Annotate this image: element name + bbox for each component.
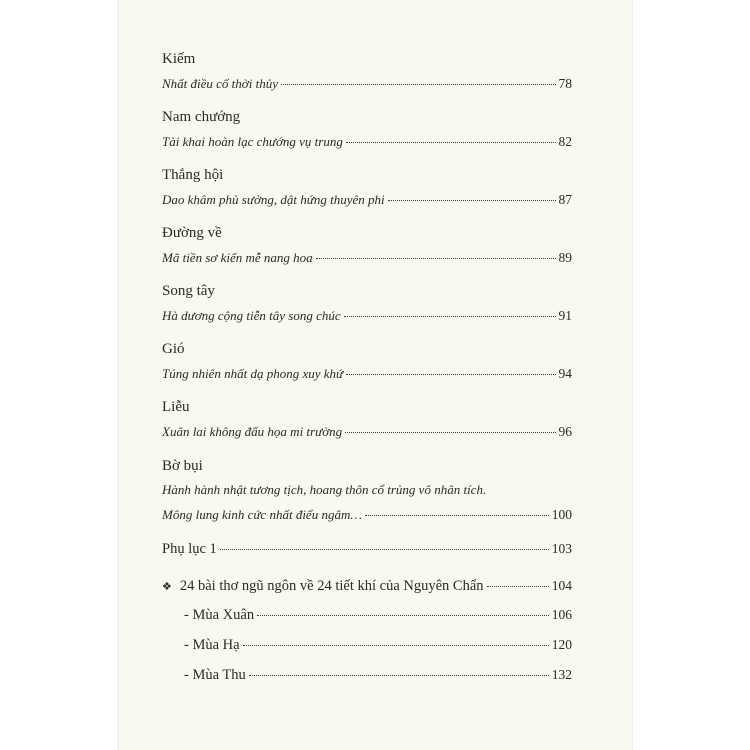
entry-title: Nam chướng xyxy=(162,109,241,125)
entry-verse: Mã tiền sơ kiến mễ nang hoa xyxy=(162,250,313,265)
dot-leader xyxy=(220,549,549,550)
entry-title: Song tây xyxy=(162,283,215,299)
entry-line xyxy=(162,76,572,92)
entry-verse: Xuân lai không đấu họa mi trường xyxy=(162,424,343,439)
entry-line xyxy=(162,250,572,266)
entry-verse: Mông lung kinh cức nhất điểu ngâm… xyxy=(162,507,362,522)
entry-line xyxy=(162,507,572,523)
page-number: 78 xyxy=(558,76,572,91)
page-number: 104 xyxy=(551,578,572,593)
subsection-label: - Mùa Xuân xyxy=(184,607,255,623)
dot-leader xyxy=(346,374,555,375)
appendix-line xyxy=(162,541,572,557)
entry-title: Liễu xyxy=(162,399,190,415)
page-number: 103 xyxy=(551,541,572,556)
subsection-label: - Mùa Thu xyxy=(184,667,246,683)
entry-verse: Túng nhiên nhất dạ phong xuy khứ xyxy=(162,366,344,381)
dot-leader xyxy=(316,258,556,259)
entry-title: Bờ bụi xyxy=(162,458,203,474)
dot-leader xyxy=(388,200,556,201)
entry-verse: Tài khai hoàn lạc chướng vụ trung xyxy=(162,134,343,149)
dot-leader xyxy=(257,615,549,616)
entry-verse: Dao khâm phủ sưởng, dật hứng thuyên phi xyxy=(162,192,385,207)
page-number: 82 xyxy=(558,134,572,149)
dot-leader xyxy=(487,586,549,587)
page-number: 91 xyxy=(558,308,572,323)
entry-title: Gió xyxy=(162,341,185,357)
entry-line xyxy=(162,192,572,208)
appendix-label: Phụ lục 1 xyxy=(162,541,217,557)
entry-line xyxy=(162,134,572,150)
dot-leader xyxy=(345,432,555,433)
entry-verse: Hành hành nhật tương tịch, hoang thôn cổ trủng vô nhân tích. xyxy=(162,482,487,497)
entry-title: Kiếm xyxy=(162,51,196,67)
page-number: 87 xyxy=(558,192,572,207)
section-label: 24 bài thơ ngũ ngôn về 24 tiết khí của Nguyên Chẩn xyxy=(179,578,484,594)
dot-leader xyxy=(281,84,556,85)
subsection-label: - Mùa Hạ xyxy=(184,637,240,653)
dot-leader xyxy=(243,645,549,646)
subsection-line xyxy=(184,667,572,683)
entry-title: Thắng hội xyxy=(162,167,224,183)
dot-leader xyxy=(344,316,556,317)
dot-leader xyxy=(346,142,556,143)
page-number: 94 xyxy=(558,366,572,381)
page-number: 100 xyxy=(551,507,572,522)
page-number: 106 xyxy=(551,607,572,622)
page-number: 132 xyxy=(551,667,572,682)
dot-leader xyxy=(249,675,549,676)
page-number: 89 xyxy=(558,250,572,265)
entry-line xyxy=(162,308,572,324)
section-line xyxy=(162,578,572,595)
entry-verse: Hà dương cộng tiễn tây song chúc xyxy=(162,308,341,323)
entry-line xyxy=(162,366,572,382)
entry-title: Đường về xyxy=(162,225,222,241)
page-number: 96 xyxy=(558,424,572,439)
entry-line xyxy=(162,424,572,440)
subsection-line xyxy=(184,637,572,653)
entry-line-extra xyxy=(162,482,572,498)
dot-leader xyxy=(365,515,549,516)
page-number: 120 xyxy=(551,637,572,652)
entry-verse: Nhất điều cổ thời thủy xyxy=(162,76,278,91)
diamond-bullet-icon: ❖ xyxy=(162,581,172,593)
subsection-line xyxy=(184,607,572,623)
